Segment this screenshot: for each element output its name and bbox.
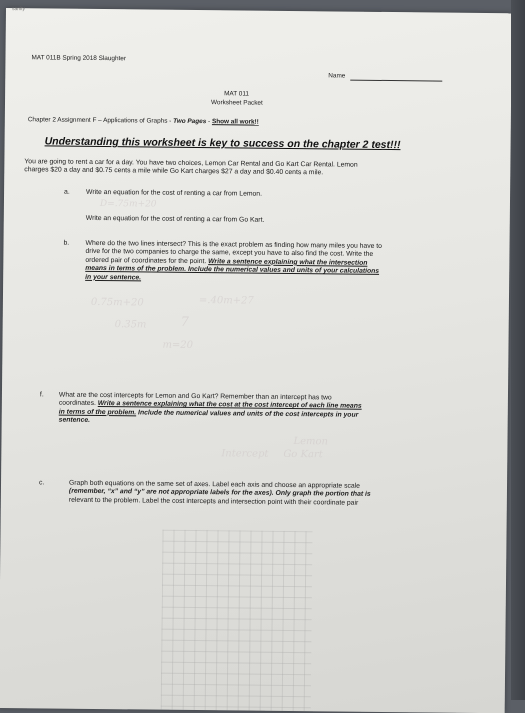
intro-line-2: charges $20 a day and $0.75 cents a mile while Go Kart charges $27 a day and $0.40 cents a mile. [24, 166, 324, 177]
worksheet-page [0, 8, 512, 713]
part-a-question-2: Write an equation for the cost of renting a car from Go Kart. [85, 214, 265, 224]
key-success-heading: Understanding this worksheet is key to success on the chapter 2 test!!! [44, 135, 401, 152]
part-f-line-2-plain: coordinates. [58, 399, 98, 408]
part-b-line-5: in your sentence. [85, 273, 142, 282]
corner-scribble: sanity [11, 6, 26, 13]
bleed-through-f2: Intercept [221, 448, 269, 460]
bleed-through-b3: 0.35m [114, 319, 147, 331]
part-b-question [85, 240, 382, 285]
two-pages-text: Two Pages [173, 117, 207, 126]
part-b-line-1: Where do the two lines intersect? This is the exact problem as finding how many miles you have to [85, 239, 383, 250]
part-a-label: a. [64, 188, 70, 196]
intro-paragraph [24, 158, 357, 178]
part-f-line-3-rest: Include the numerical values and units of the cost intercepts in your [136, 409, 359, 419]
name-label: Name [328, 72, 346, 80]
background-edge [511, 0, 525, 700]
bleed-through-b4: 7 [180, 314, 190, 330]
part-f-line-2-bold: Write a sentence explaining what the cost at the cost intercept of each line means [97, 400, 362, 411]
bleed-through-f3: Go Kart [283, 448, 323, 461]
course-title: MAT 011 [224, 90, 250, 98]
part-b-line-2: drive for the two companies to charge the same, except you have to also find the cost. Write the [85, 248, 374, 259]
bleed-through-b5: m=20 [162, 339, 194, 351]
course-line: MAT 011B Spring 2018 Slaughter [31, 54, 127, 63]
packet-title: Worksheet Packet [210, 99, 263, 107]
part-f-line-4: sentence. [58, 416, 91, 425]
part-c-line-2: (remember, “x” and “y” are not appropriate labels for the axes). Only graph the portion that is [68, 488, 371, 499]
bleed-through-a1: D=.75m+20 [99, 198, 157, 210]
show-work-text: Show all work!! [211, 118, 259, 126]
bleed-through-f1: Lemon [293, 436, 329, 448]
chapter-line [28, 116, 259, 125]
part-c-label: c. [38, 479, 45, 487]
graph-grid-bleed-through [161, 530, 313, 712]
part-c-question [69, 480, 371, 508]
intro-line-1: You are going to rent a car for a day. You have two choices, Lemon Car Rental and Go Kart Car Rental. Lemon [24, 158, 358, 169]
chapter-dash: - [206, 118, 212, 126]
part-f-question [59, 392, 362, 429]
part-c-line-1: Graph both equations on the same set of axes. Label each axis and choose an appropriate scale [68, 479, 361, 490]
bleed-through-b2: =.40m+27 [198, 295, 254, 307]
name-line [350, 80, 442, 82]
part-a-question-1: Write an equation for the cost of renting a car from Lemon. [86, 188, 263, 198]
chapter-text: Chapter 2 Assignment F – Applications of Graphs - [27, 116, 174, 125]
part-f-line-1: What are the cost intercepts for Lemon and Go Kart? Remember than an intercept has two [58, 391, 332, 402]
part-b-label: b. [63, 239, 70, 247]
part-f-label: f. [39, 391, 44, 399]
bleed-through-b1: 0.75m+20 [90, 296, 144, 309]
part-b-line-3-bold: Write a sentence explaining what the intersection [208, 257, 368, 267]
part-f-line-3-ul: in terms of the problem. [58, 408, 137, 417]
part-c-line-3: relevant to the problem. Label the cost intercepts and intersection point with their coordinate pair [68, 496, 359, 507]
part-b-line-3-plain: ordered pair of coordinates for the point. [85, 256, 209, 265]
part-b-line-4: means in terms of the problem. Include the numerical values and units of your calculations [85, 265, 380, 276]
